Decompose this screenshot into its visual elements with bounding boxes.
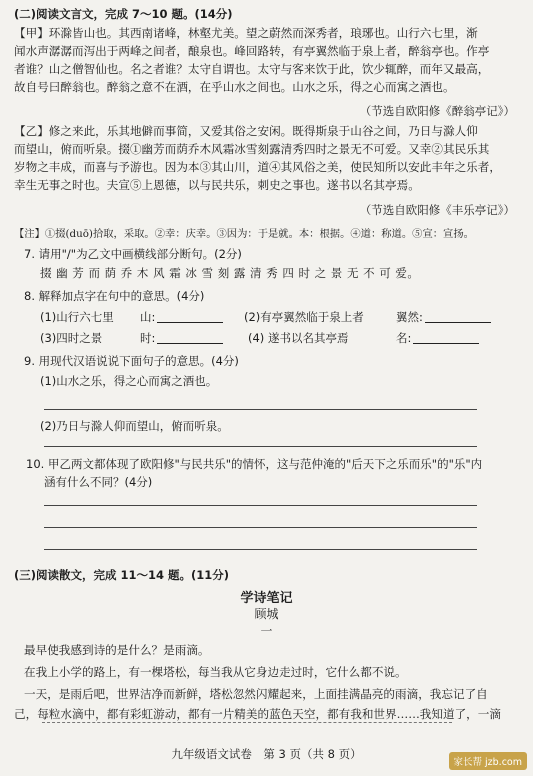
question-8: 8. 解释加点字在句中的意思。(4分) [24, 289, 205, 303]
q9-item-1: (1)山水之乐，得之心而寓之酒也。 [40, 374, 218, 388]
q8-item-3-label: 时: [140, 330, 223, 346]
q8-item-1-label: 山: [140, 309, 223, 325]
passage-b-line-2: 而望山，俯而听泉。掇①幽芳而荫乔木风霜冰雪刻露清秀四时之景无不可爱。又幸②其民乐其 [14, 142, 490, 156]
q8-answer-3[interactable] [157, 331, 223, 344]
passage-b-line-3: 岁物之丰成，而喜与予游也。因为本③其山川，道④其风俗之美，使民知所以安此丰年之乐者， [14, 160, 501, 174]
q8-answer-4[interactable] [413, 331, 479, 344]
passage-b-line-1: 【乙】修之来此，乐其地僻而事简，又爱其俗之安闲。既得斯泉于山谷之间，乃日与滁人仰 [14, 124, 478, 138]
q9-answer-line-1[interactable] [44, 409, 477, 410]
section-3-heading: (三)阅读散文，完成 11～14 题。(11分) [14, 568, 230, 582]
question-7: 7. 请用"/"为乙文中画横线部分断句。(2分) [24, 247, 242, 261]
q8-item-4-label: 名: [396, 330, 479, 346]
question-10-line-1: 10. 甲乙两文都体现了欧阳修"与民共乐"的情怀，这与范仲淹的"后天下之乐而乐"的"乐"内 [26, 457, 483, 471]
annotation-note: 【注】①掇(duō)拾取，采取。②幸：庆幸。③因为：于是就。本：根据。④道：称道。⑤宣：宣扬。 [14, 228, 474, 240]
question-10-line-2: 涵有什么不同？(4分) [44, 475, 153, 489]
q8-answer-1[interactable] [157, 310, 223, 323]
q8-item-4: (4) 遂书以名其亭焉 [248, 331, 349, 345]
essay-line-3: 一天，是雨后吧，世界洁净而新鲜，塔松忽然闪耀起来，上面挂满晶亮的雨滴，我忘记了自 [24, 687, 488, 701]
q8-item-2: (2)有亭翼然临于泉上者 [244, 310, 364, 324]
section-2-heading: (二)阅读文言文，完成 7～10 题。(14分) [14, 7, 233, 21]
passage-a-line-3: 者谁？山之僧智仙也。名之者谁？太守自谓也。太守与客来饮于此，饮少辄醉，而年又最高， [14, 62, 490, 76]
passage-b-source: （节选自欧阳修《丰乐亭记》） [359, 203, 515, 217]
q8-item-1: (1)山行六七里 [40, 310, 114, 324]
passage-b-line-4: 幸生无事之时也。夫宣⑤上恩德，以与民共乐，刺史之事也。遂书以名其亭焉。 [14, 178, 420, 192]
essay-line-1: 最早使我感到诗的是什么？是雨滴。 [24, 643, 210, 657]
essay-part-number: 一 [260, 624, 273, 638]
q8-item-2-label: 翼然: [396, 309, 491, 325]
essay-underline [42, 722, 452, 723]
essay-line-2: 在我上小学的路上，有一棵塔松，每当我从它身边走过时，它什么都不说。 [24, 665, 407, 679]
passage-a-source: （节选自欧阳修《醉翁亭记》） [359, 104, 515, 118]
passage-a-line-2: 闻水声潺潺而泻出于两峰之间者，酿泉也。峰回路转，有亭翼然临于泉上者，醉翁亭也。作亭 [14, 44, 490, 58]
essay-author: 顾城 [254, 607, 279, 621]
passage-a-line-4: 故自号曰醉翁也。醉翁之意不在酒，在乎山水之间也。山水之乐，得之心而寓之酒也。 [14, 80, 455, 94]
question-9: 9. 用现代汉语说说下面句子的意思。(4分) [24, 354, 239, 368]
watermark-logo: 家长帮 jzb.com [449, 752, 528, 770]
q9-answer-line-2[interactable] [44, 446, 477, 447]
q8-answer-2[interactable] [425, 310, 491, 323]
q10-answer-line-3[interactable] [44, 549, 477, 550]
passage-a-line-1: 【甲】环滁皆山也。其西南诸峰，林壑尤美。望之蔚然而深秀者，琅琊也。山行六七里，渐 [14, 26, 478, 40]
essay-title: 学诗笔记 [240, 591, 293, 606]
q8-item-3: (3)四时之景 [40, 331, 103, 345]
question-7-text: 掇 幽 芳 而 荫 乔 木 风 霜 冰 雪 刻 露 清 秀 四 时 之 景 无 不 可 爱。 [40, 266, 420, 280]
page-footer: 九年级语文试卷 第 3 页（共 8 页） [171, 747, 362, 761]
q9-item-2: (2)乃日与滁人仰而望山，俯而听泉。 [40, 419, 229, 433]
essay-line-4: 己，每粒水滴中，都有彩虹游动，都有一片精美的蓝色天空，都有我和世界……我知道了，一滴 [14, 707, 501, 721]
q10-answer-line-1[interactable] [44, 505, 477, 506]
q10-answer-line-2[interactable] [44, 527, 477, 528]
